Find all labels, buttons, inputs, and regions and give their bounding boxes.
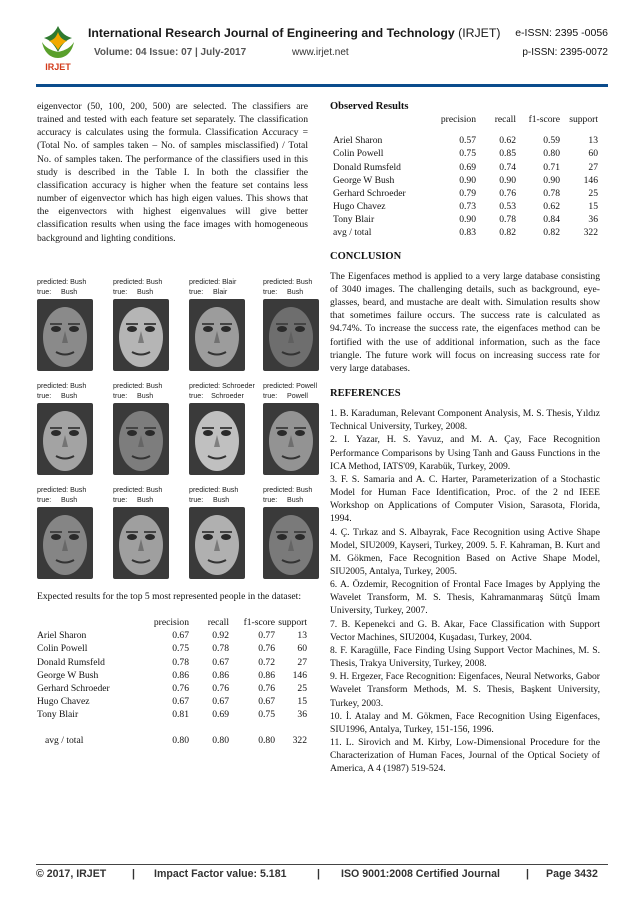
table-row-avg: avg / total 0.80 0.80 0.80 322 [45, 735, 307, 747]
face-predicted-label: predicted: Bush [113, 486, 163, 494]
table-cell-name: Gerhard Schroeder [333, 187, 406, 199]
eissn: e-ISSN: 2395 -0056 [515, 27, 608, 39]
table-cell-name: Donald Rumsfeld [333, 161, 401, 173]
col-header: f1-score [528, 114, 560, 126]
table-cell-value: 0.80 [543, 148, 560, 160]
reference-item: 3. F. S. Samaria and A. C. Harter, Parameterization of a Stochastic Model for Human Face Identification, Proc. of the 2 nd IEEE Workshop on Applications of Computer Vision, Sarasota, Florida, 1994. [330, 473, 600, 525]
table-cell-value: 0.90 [459, 174, 476, 186]
table-row [330, 161, 598, 174]
face-panel [37, 486, 103, 579]
face-panel [113, 278, 179, 371]
website-link[interactable]: www.irjet.net [292, 47, 349, 58]
references-heading: REFERENCES [330, 387, 401, 399]
table-cell-value: 0.76 [258, 682, 275, 694]
face-predicted-label: predicted: Bush [37, 278, 87, 286]
face-image [37, 507, 93, 579]
footer-divider [36, 864, 608, 865]
table-row [37, 708, 307, 721]
table-row [37, 629, 307, 642]
table-row [330, 147, 598, 160]
face-panel [189, 486, 255, 579]
reference-item: 2. I. Yazar, H. S. Yavuz, and M. A. Çay, Face Recognition Performance Comparisons by Using Tanh and Gauss Functions in the ICA Method, IATS'09, Karabük, Turkey, 2009. [330, 434, 600, 472]
table-cell-value: 0.79 [459, 187, 476, 199]
left-column [37, 100, 308, 245]
table-cell-value: 0.76 [212, 682, 229, 694]
face-panel [189, 278, 255, 371]
table-cell-value: 0.78 [172, 656, 189, 668]
table-cell-value: 0.67 [212, 696, 229, 708]
table-row [37, 642, 307, 655]
face-panel [113, 382, 179, 475]
table-cell-value: 15 [588, 201, 598, 213]
table-cell-value: 0.67 [172, 630, 189, 642]
table-cell-value: 0.75 [459, 148, 476, 160]
footer-sep: | [132, 868, 135, 880]
table-cell-value: 0.75 [258, 709, 275, 721]
table-cell-value: 0.59 [543, 135, 560, 147]
reference-item: 11. L. Sirovich and M. Kirby, Low-Dimensional Procedure for the Characterization of Human Faces, Journal of the Optical Society of America, A 4 (1987) 519-524. [330, 737, 600, 775]
right-column [330, 100, 600, 776]
face-true-label: true: Bush [113, 287, 154, 296]
table-row-avg: avg / total 0.83 0.82 0.82 322 [333, 227, 598, 239]
table-cell-name: Donald Rumsfeld [37, 656, 105, 668]
reference-item: 4. Ç. Tırkaz and S. Albayrak, Face Recognition using Active Shape Model, SIU2009, Kayseri, Turkey, 2009. 5. F. Kahraman, B. Kurt and M. Gökmen, Face Recognition Based on Active Shape Model, SIU2005, Antalya, Turkey, 2005. [330, 526, 600, 577]
table-cell-value: 0.92 [212, 630, 229, 642]
expected-avg-table [37, 734, 307, 747]
table-cell-value: 0.86 [212, 669, 229, 681]
table-cell-value: 36 [297, 709, 307, 721]
face-image [189, 403, 245, 475]
table-cell-value: 0.85 [499, 148, 516, 160]
volume-issue: Volume: 04 Issue: 07 | July-2017 [94, 47, 247, 58]
table-cell-value: 0.78 [212, 643, 229, 655]
face-panel [263, 278, 329, 371]
journal-title-abbr: (IRJET) [458, 26, 501, 40]
table-cell-value: 0.76 [499, 187, 516, 199]
face-predicted-label: predicted: Bush [113, 278, 163, 286]
expected-results-section [37, 590, 308, 748]
reference-item: 9. H. Ergezer, Face Recognition: Eigenfaces, Neural Networks, Gabor Wavelet Transform Methods, M. S. Thesis, Başkent University, Turkey, 2003. [330, 671, 600, 709]
face-true-label: true: Powell [263, 391, 308, 400]
table-cell-value: 146 [292, 669, 307, 681]
table-cell-value: 25 [588, 187, 598, 199]
table-cell-value: 0.73 [459, 201, 476, 213]
table-header-row [330, 113, 598, 126]
table-cell-value: 27 [297, 656, 307, 668]
face-predicted-label: predicted: Blair [189, 278, 237, 286]
face-panel [37, 382, 103, 475]
table-cell-name: Tony Blair [37, 709, 79, 721]
face-predicted-label: predicted: Bush [189, 486, 239, 494]
reference-item: 7. B. Kepenekci and G. B. Akar, Face Classification with Support Vector Machines, SIU2004, Kuşadası, Turkey, 2004. [330, 618, 600, 643]
table-row [37, 695, 307, 708]
face-true-label: true: Bush [113, 495, 154, 504]
observed-results-heading: Observed Results [330, 101, 409, 112]
table-row [330, 134, 598, 147]
table-row [37, 682, 307, 695]
table-header-row [37, 616, 307, 629]
references-list [330, 407, 600, 775]
face-image [113, 403, 169, 475]
face-true-label: true: Bush [37, 391, 78, 400]
face-predicted-label: predicted: Bush [37, 382, 87, 390]
table-cell-value: 0.67 [258, 696, 275, 708]
footer-sep: | [317, 868, 320, 880]
table-cell-value: 0.75 [172, 643, 189, 655]
col-header: recall [494, 114, 516, 126]
table-cell-value: 25 [297, 682, 307, 694]
face-panel [113, 486, 179, 579]
table-cell-value: 0.72 [258, 656, 275, 668]
table-cell-name: Gerhard Schroeder [37, 682, 110, 694]
intro-paragraph: eigenvector (50, 100, 200, 500) are selected. The classifiers are trained and tested with each feature set separately. The classification accuracy is calculates using the formula. Classification Accuracy = (Total No. of samples taken – No. of samples misclassified) / Total No. of samples taken. The performance of the classifiers used in this study is described in the Table I. In both the classifier the classification accuracy is higher when the feature set contains less number of eigenvector which has high eigen values. This shows that the eigenvectors with highest eigenvalues will give better classification results when using the face images with homogeneous background and lighting conditions. [37, 101, 308, 244]
journal-title [88, 26, 500, 40]
table-cell-value: 0.67 [172, 696, 189, 708]
table-cell-value: 0.90 [543, 174, 560, 186]
footer-iso: ISO 9001:2008 Certified Journal [341, 868, 500, 880]
face-predicted-label: predicted: Bush [113, 382, 163, 390]
face-true-label: true: Bush [263, 495, 304, 504]
reference-item: 6. A. Özdemir, Recognition of Frontal Face Images by Applying the Wavelet Transform, M. S. Thesis, Kahramanmaraş Sütçü İmam University, Turkey, 2007. [330, 579, 600, 617]
table-cell-name: Ariel Sharon [37, 630, 87, 642]
face-true-label: true: Bush [37, 495, 78, 504]
observed-results-table [330, 113, 598, 239]
col-header: recall [207, 617, 229, 629]
table-cell-value: 0.76 [172, 682, 189, 694]
face-predicted-label: predicted: Powell [263, 382, 318, 390]
table-cell-value: 146 [583, 174, 598, 186]
table-cell-value: 0.74 [499, 161, 516, 173]
table-cell-value: 0.67 [212, 656, 229, 668]
table-row [330, 213, 598, 226]
expected-results-table [37, 616, 307, 721]
footer-page: Page 3432 [546, 868, 598, 880]
table-cell-value: 0.90 [459, 214, 476, 226]
face-true-label: true: Bush [189, 495, 230, 504]
face-image [113, 507, 169, 579]
table-row [330, 200, 598, 213]
table-cell-name: Colin Powell [37, 643, 88, 655]
col-header: precision [153, 617, 189, 629]
face-image [37, 299, 93, 371]
face-panel [37, 278, 103, 371]
table-cell-value: 0.86 [258, 669, 275, 681]
face-predictions-figure [37, 278, 318, 578]
col-header: support [569, 114, 598, 126]
table-cell-value: 0.53 [499, 201, 516, 213]
table-cell-value: 0.57 [459, 135, 476, 147]
table-cell-value: 13 [297, 630, 307, 642]
face-image [189, 299, 245, 371]
face-image [263, 507, 319, 579]
table-cell-name: Hugo Chavez [37, 696, 90, 708]
table-cell-value: 0.71 [543, 161, 560, 173]
face-panel [263, 382, 329, 475]
journal-header [36, 22, 608, 84]
table-row [330, 187, 598, 200]
face-predicted-label: predicted: Schroeder [189, 382, 255, 390]
header-divider [36, 84, 608, 87]
table-cell-value: 0.62 [543, 201, 560, 213]
table-cell-name: Ariel Sharon [333, 135, 383, 147]
reference-item: 1. B. Karaduman, Relevant Component Analysis, M. S. Thesis, Yıldız Technical University, Turkey, 2008. [330, 408, 600, 433]
footer-copyright: © 2017, IRJET [36, 868, 107, 880]
col-header: precision [440, 114, 476, 126]
table-cell-value: 0.76 [258, 643, 275, 655]
table-row [37, 669, 307, 682]
table-cell-value: 0.90 [499, 174, 516, 186]
table-cell-value: 0.69 [459, 161, 476, 173]
face-true-label: true: Bush [263, 287, 304, 296]
face-image [263, 403, 319, 475]
face-panel [263, 486, 329, 579]
table-cell-value: 36 [588, 214, 598, 226]
table-row [37, 656, 307, 669]
footer-impact: Impact Factor value: 5.181 [154, 868, 287, 880]
face-panel [189, 382, 255, 475]
pissn: p-ISSN: 2395-0072 [522, 47, 608, 58]
face-image [113, 299, 169, 371]
table-cell-value: 0.62 [499, 135, 516, 147]
face-true-label: true: Bush [37, 287, 78, 296]
face-true-label: true: Schroeder [189, 391, 244, 400]
table-cell-value: 27 [588, 161, 598, 173]
svg-text:IRJET: IRJET [45, 62, 71, 72]
face-image [189, 507, 245, 579]
reference-item: 8. F. Karagülle, Face Finding Using Support Vector Machines, M. S. Thesis, Trakya University, Turkey, 2008. [330, 644, 600, 670]
col-header: f1-score [243, 617, 275, 629]
table-cell-value: 13 [588, 135, 598, 147]
table-cell-name: George W Bush [333, 174, 395, 186]
face-predicted-label: predicted: Bush [263, 278, 313, 286]
table-cell-value: 0.69 [212, 709, 229, 721]
face-true-label: true: Blair [189, 287, 228, 296]
footer-sep: | [526, 868, 529, 880]
expected-results-text: Expected results for the top 5 most represented people in the dataset: [37, 591, 302, 602]
table-row [330, 174, 598, 187]
table-cell-value: 15 [297, 696, 307, 708]
table-cell-value: 60 [588, 148, 598, 160]
reference-item: 10. İ. Atalay and M. Gökmen, Face Recognition Using Eigenfaces, SIU1996, Antalya, Turkey, 151-156, 1996. [330, 710, 600, 735]
face-predicted-label: predicted: Bush [263, 486, 313, 494]
table-cell-value: 0.84 [543, 214, 560, 226]
table-cell-name: Tony Blair [333, 214, 375, 226]
face-true-label: true: Bush [113, 391, 154, 400]
table-cell-value: 0.86 [172, 669, 189, 681]
table-cell-value: 60 [297, 643, 307, 655]
face-image [263, 299, 319, 371]
table-cell-value: 0.81 [172, 709, 189, 721]
irjet-logo-icon [36, 22, 80, 74]
table-cell-value: 0.78 [499, 214, 516, 226]
table-cell-name: George W Bush [37, 669, 99, 681]
conclusion-heading: CONCLUSION [330, 250, 402, 262]
table-cell-value: 0.77 [258, 630, 275, 642]
journal-title-main: International Research Journal of Engineering and Technology [88, 26, 455, 40]
table-cell-value: 0.78 [543, 187, 560, 199]
face-predicted-label: predicted: Bush [37, 486, 87, 494]
face-image [37, 403, 93, 475]
col-header: support [278, 617, 307, 629]
table-cell-name: Hugo Chavez [333, 201, 386, 213]
table-cell-name: Colin Powell [333, 148, 384, 160]
conclusion-paragraph: The Eigenfaces method is applied to a very large database consisting of 3040 images. The challenging details, such as background, eye-glasses, beard, and mustache are dealt with. Simulation results show that sometimes failure occurs. The success rate is calculated as 94.74%. To increase the success rate, the eigenfaces method can be fortified with the use of additional information, such as the face triangle. The future work will focus on increasing success rate for very large databases. [330, 270, 600, 374]
